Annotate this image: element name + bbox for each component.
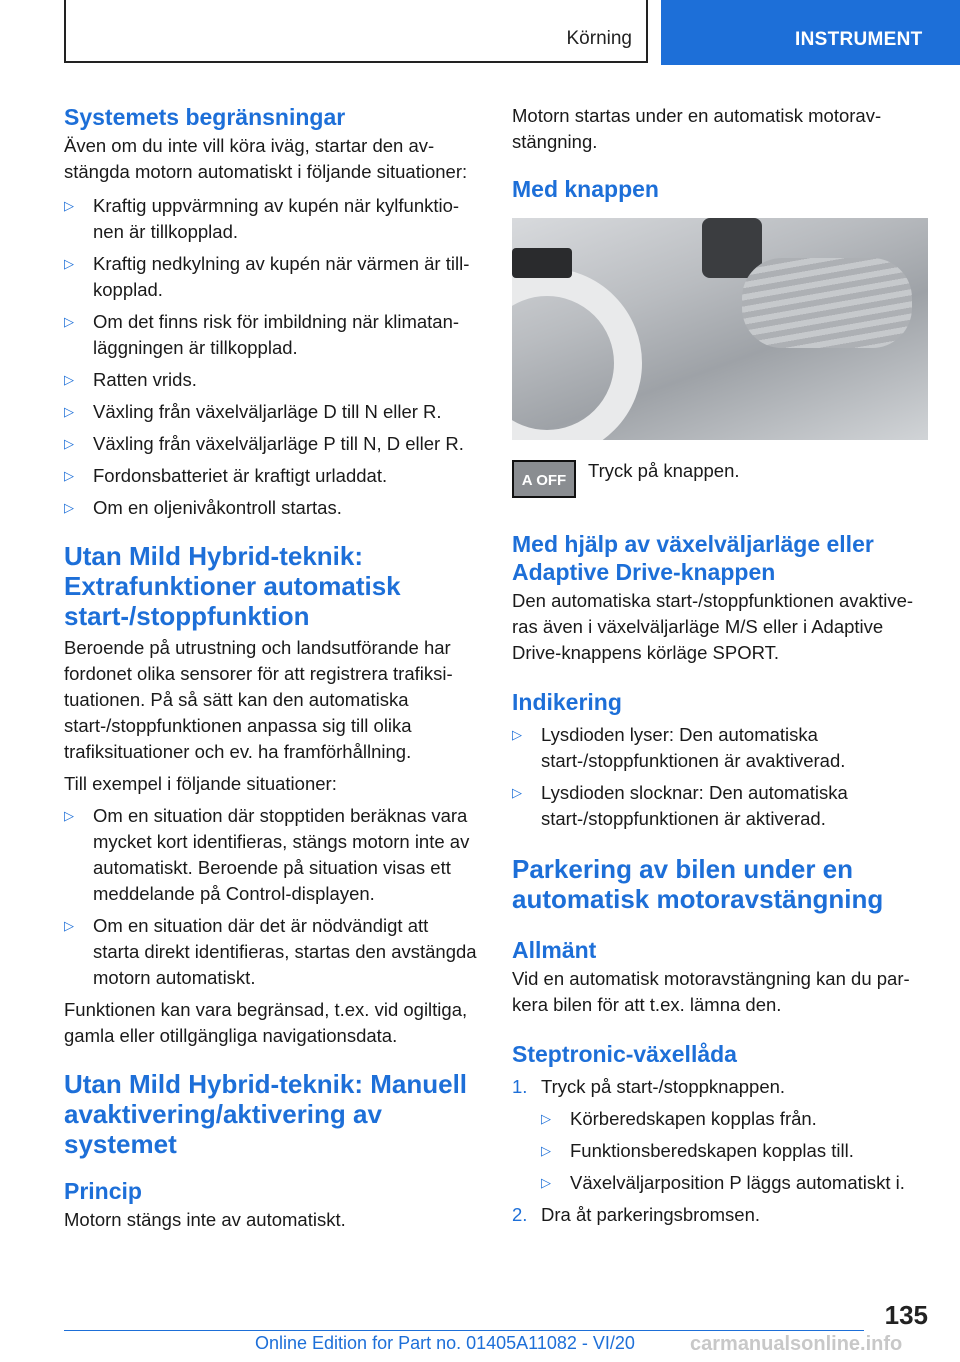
header-section-tab: [64, 0, 648, 63]
list-item: ▷ Ratten vrids.: [64, 367, 478, 393]
heading-indication: Indikering: [512, 689, 622, 715]
page-number: 135: [884, 1300, 928, 1330]
heading-button: Med knappen: [512, 176, 659, 202]
triangle-bullet-icon: ▷: [541, 1175, 551, 1190]
button-instruction-row: [512, 460, 928, 498]
step-number: 2.: [512, 1204, 528, 1225]
heading-limits: Systemets begränsningar: [64, 104, 346, 130]
list-item: ▷ Om en situation där stopptiden beräknas vara mycket kort identifieras, stängs motorn inte av automatiskt. Beroende på situation visas ett meddelande på Control-displayen.: [64, 805, 470, 904]
triangle-bullet-icon: ▷: [64, 198, 74, 213]
heading-principle: Princip: [64, 1178, 142, 1204]
triangle-bullet-icon: ▷: [64, 808, 74, 823]
triangle-bullet-icon: ▷: [64, 436, 74, 451]
list-item: ▷ Växling från växelväljarläge P till N, D eller R.: [64, 431, 478, 457]
list-item: ▷ Om en situation där det är nödvändigt att starta direkt identifieras, startas den avstängda motorn automatiskt.: [64, 915, 477, 988]
step-item: 1. Tryck på start-/stoppknappen. ▷ Körberedskapen kopplas från. ▷ Funktionsberedskapen kopplas till. ▷ Växelväljarposition P läggs automatiskt i.: [512, 1074, 928, 1196]
paragraph-limits: Även om du inte vill köra iväg, startar den avstängda motorn automatiskt i följande situationer:: [64, 135, 468, 182]
paragraph-extra-2: Till exempel i följande situationer:: [64, 773, 337, 794]
heading-selector: Med hjälp av växelväljarläge eller Adaptive Drive-knappen: [512, 531, 874, 585]
photo-stalk: [512, 248, 572, 278]
heading-extra-functions: Utan Mild Hybrid-teknik: Extrafunktioner automatisk start-/stoppfunktion: [64, 541, 401, 631]
cockpit-photo: [512, 218, 928, 440]
step-number: 1.: [512, 1076, 528, 1097]
auto-start-stop-off-icon: A OFF: [512, 460, 576, 498]
heading-steptronic: Steptronic-växellåda: [512, 1041, 737, 1067]
paragraph-extra-1: Beroende på utrustning och landsutförande har fordonet olika sensorer för att registrera trafiksituationen. På så sätt kan den automatiska start-/stoppfunktionen anpassa sig till olika trafiksituationer och ev. ha framförhållning.: [64, 637, 453, 762]
triangle-bullet-icon: ▷: [64, 314, 74, 329]
list-item: ▷ Lysdioden slocknar: Den automatiska start-/stoppfunktionen är aktiverad.: [512, 782, 848, 829]
photo-air-vent: [742, 258, 912, 348]
triangle-bullet-icon: ▷: [64, 468, 74, 483]
triangle-bullet-icon: ▷: [64, 918, 74, 933]
paragraph-button: Tryck på knappen.: [588, 460, 740, 481]
header-chapter-label: INSTRUMENT: [795, 29, 923, 50]
triangle-bullet-icon: ▷: [512, 727, 522, 742]
step1-sublist: [541, 1106, 928, 1196]
triangle-bullet-icon: ▷: [541, 1143, 551, 1158]
triangle-bullet-icon: ▷: [541, 1111, 551, 1126]
list-item: ▷ Om en oljenivåkontroll startas.: [64, 495, 478, 521]
list-item: ▷ Växelväljarposition P läggs automatiskt i.: [541, 1170, 928, 1196]
list-item: ▷ Växling från växelväljarläge D till N eller R.: [64, 399, 478, 425]
list-item: ▷ Funktionsberedskapen kopplas till.: [541, 1138, 928, 1164]
list-item: ▷ Kraftig nedkylning av kupén när värmen är tillkopplad.: [64, 253, 470, 300]
list-item: ▷ Körberedskapen kopplas från.: [541, 1106, 928, 1132]
step-item: 2. Dra åt parkeringsbromsen.: [512, 1202, 928, 1228]
heading-general: Allmänt: [512, 937, 597, 963]
footer-divider: [64, 1330, 864, 1331]
heading-parking: Parkering av bilen under en automatisk motoravstängning: [512, 854, 884, 914]
triangle-bullet-icon: ▷: [64, 500, 74, 515]
triangle-bullet-icon: ▷: [64, 404, 74, 419]
indication-list: [512, 722, 928, 832]
paragraph-general: Vid en automatisk motoravstängning kan du parkera bilen för att t.ex. lämna den.: [512, 968, 910, 1015]
header-section-label: Körning: [566, 28, 632, 49]
triangle-bullet-icon: ▷: [64, 372, 74, 387]
footer-edition: Online Edition for Part no. 01405A11082 - VI/20: [255, 1333, 635, 1353]
paragraph-extra-3: Funktionen kan vara begränsad, t.ex. vid ogiltiga, gamla eller otillgängliga navigationsdata.: [64, 999, 468, 1046]
triangle-bullet-icon: ▷: [64, 256, 74, 271]
extra-list: [64, 803, 478, 991]
right-column: [512, 103, 928, 1228]
photo-steering-wheel: [512, 268, 642, 440]
left-column: [64, 103, 478, 1233]
triangle-bullet-icon: ▷: [512, 785, 522, 800]
paragraph-selector: Den automatiska start-/stoppfunktionen avaktiveras även i växelväljarläge M/S eller i Adaptive Drive-knappens körläge SPORT.: [512, 590, 914, 663]
watermark: carmanualsonline.info: [690, 1333, 903, 1355]
list-item: ▷ Kraftig uppvärmning av kupén när kylfunktionen är tillkopplad.: [64, 195, 460, 242]
header-chapter-tab: [661, 0, 960, 65]
paragraph-principle: Motorn stängs inte av automatiskt.: [64, 1209, 346, 1230]
paragraph-continued: Motorn startas under en automatisk motoravstängning.: [512, 105, 882, 152]
steptronic-steps: [512, 1074, 928, 1228]
list-item: ▷ Om det finns risk för imbildning när klimatanläggningen är tillkopplad.: [64, 311, 460, 358]
limits-list: [64, 193, 478, 521]
heading-manual: Utan Mild Hybrid-teknik: Manuell avaktivering/aktivering av systemet: [64, 1069, 468, 1159]
list-item: ▷ Fordonsbatteriet är kraftigt urladdat.: [64, 463, 478, 489]
list-item: ▷ Lysdioden lyser: Den automatiska start-/stoppfunktionen är avaktiverad.: [512, 724, 846, 771]
